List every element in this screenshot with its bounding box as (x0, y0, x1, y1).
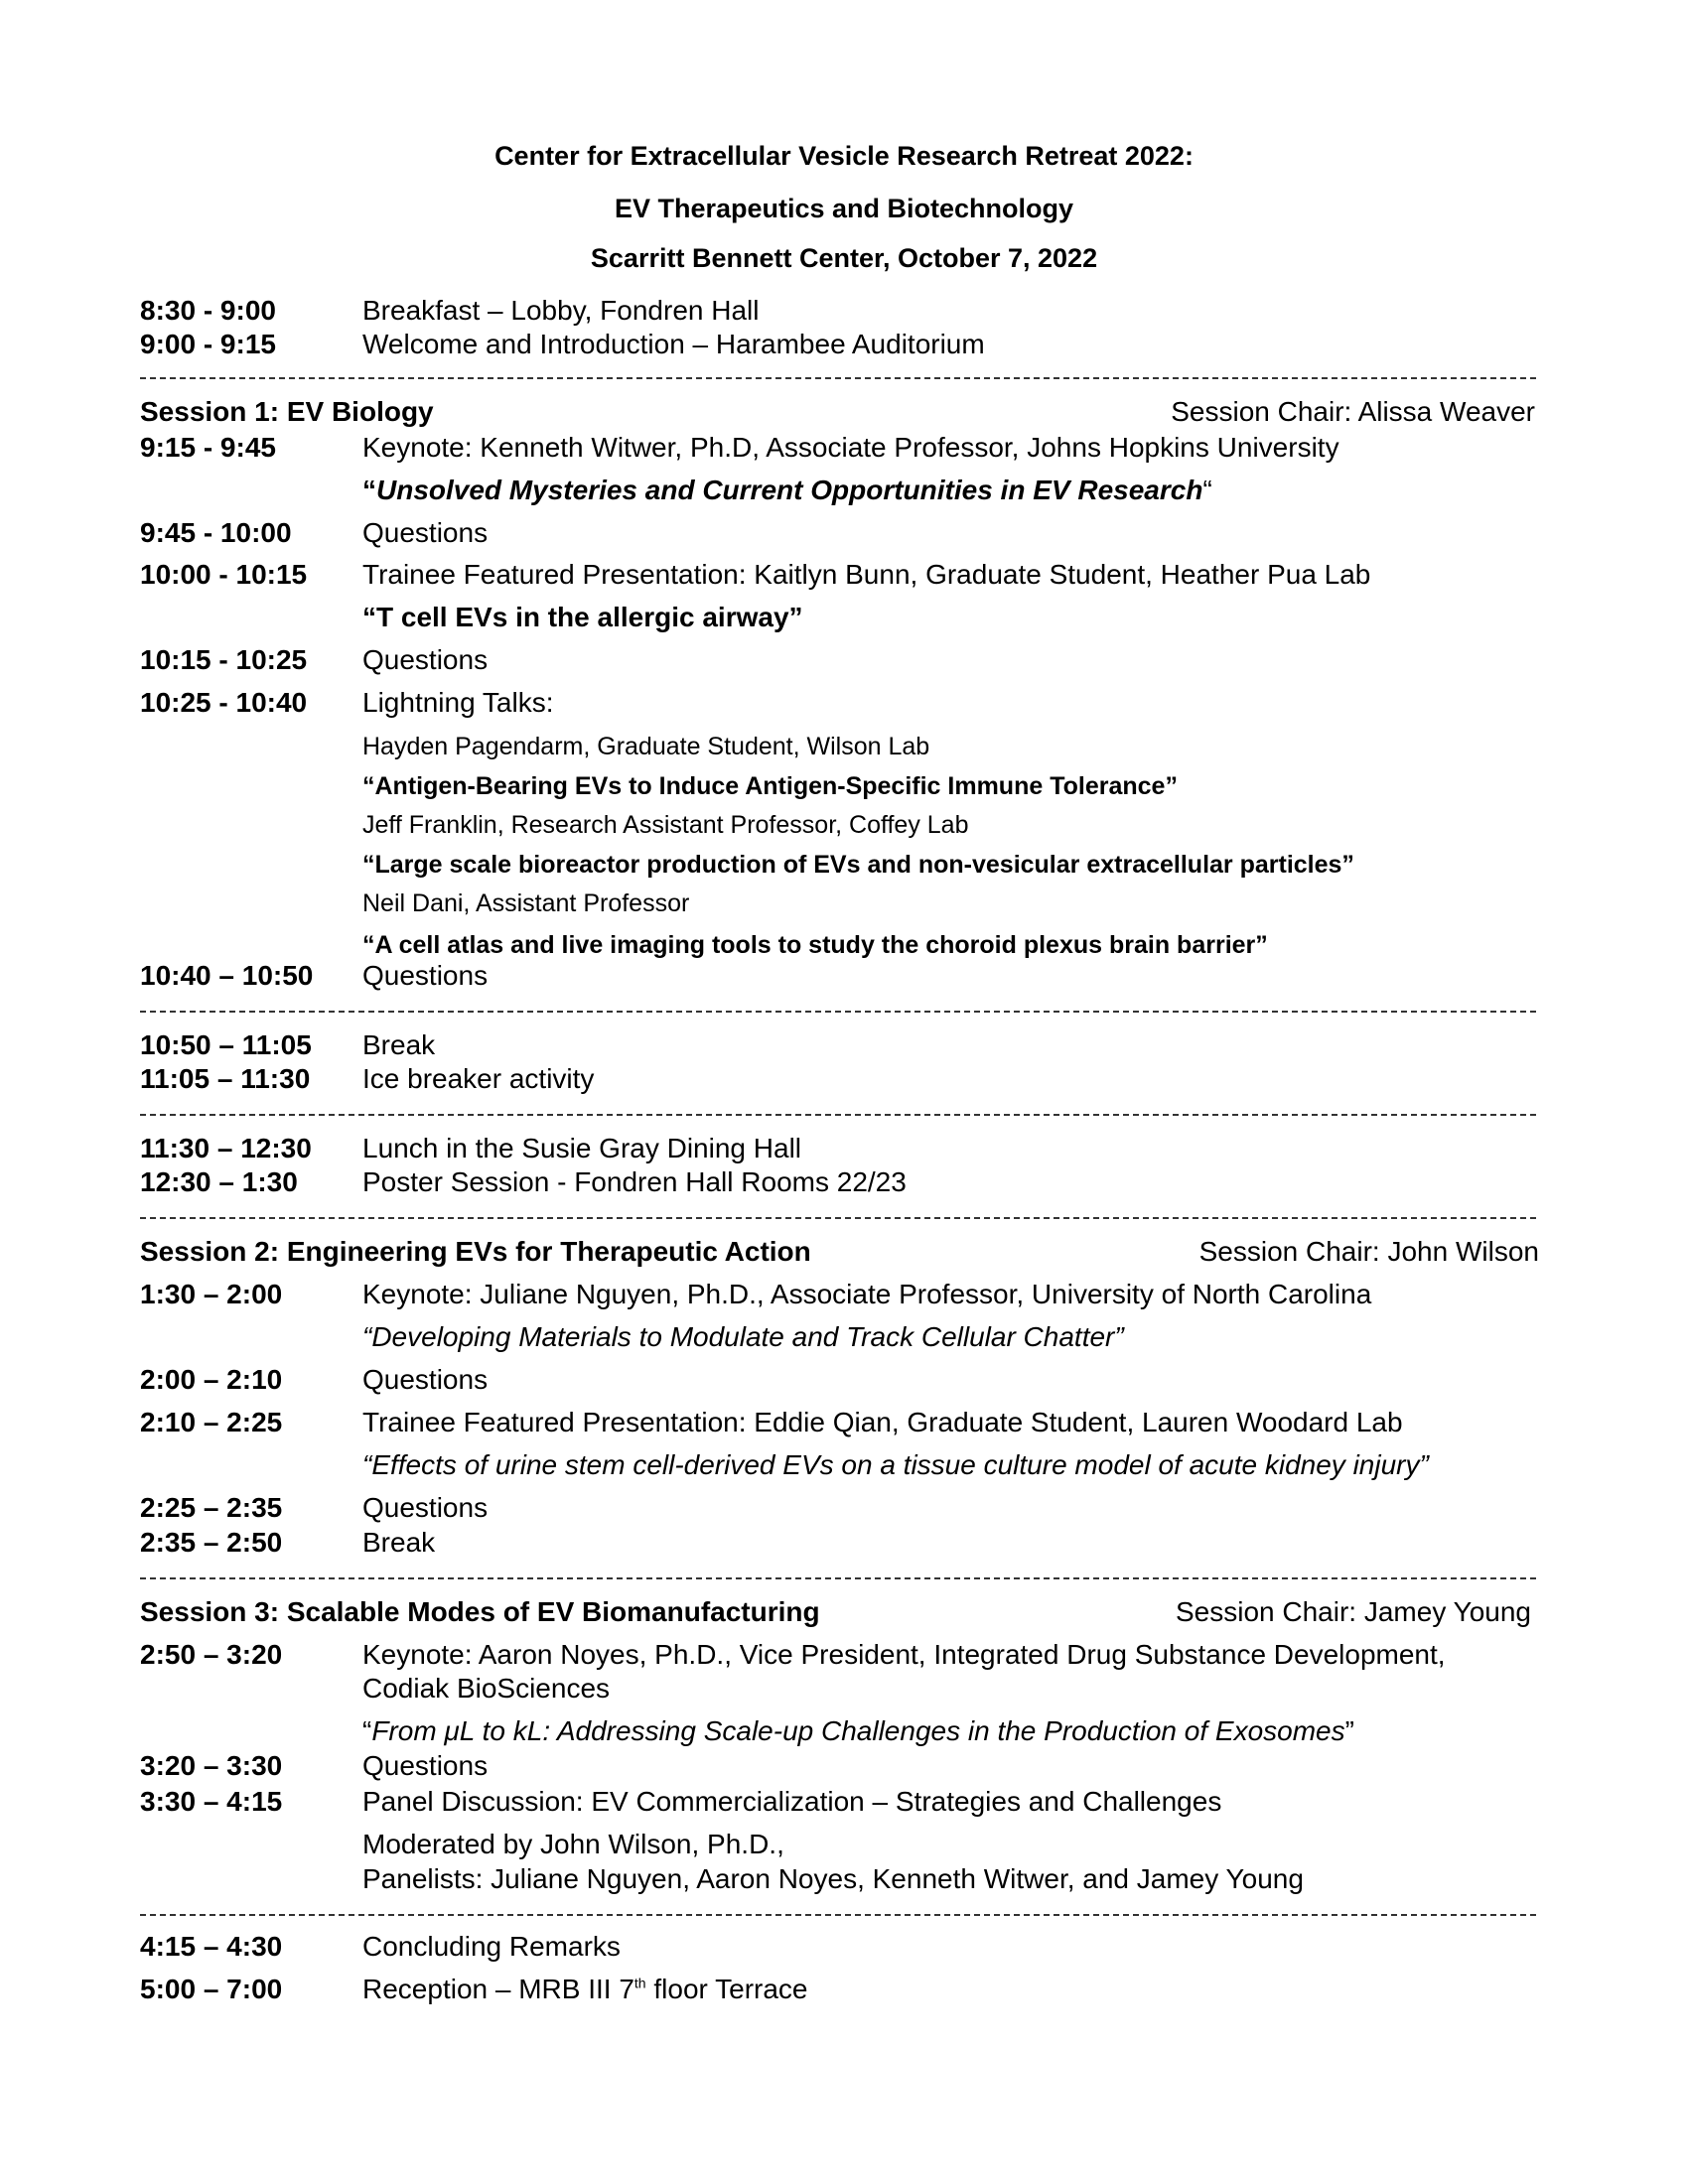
panel-discussion: Panel Discussion: EV Commercialization – Strategies and Challenges (362, 1786, 1222, 1817)
quote-open: “ (362, 475, 376, 505)
reception-text: Reception – MRB III 7 (362, 1974, 634, 2004)
session-3-title: Session 3: Scalable Modes of EV Biomanufacturing (140, 1596, 820, 1627)
panel-panelists: Panelists: Juliane Nguyen, Aaron Noyes, Kenneth Witwer, and Jamey Young (362, 1863, 1304, 1894)
schedule-time: 3:20 – 3:30 (140, 1750, 283, 1781)
lightning-title: “Antigen-Bearing EVs to Induce Antigen-Specific Immune Tolerance” (362, 772, 1178, 800)
keynote-title: “Developing Materials to Modulate and Track Cellular Chatter” (362, 1321, 1124, 1352)
schedule-event: Questions (362, 517, 489, 548)
keynote-title-text: From μL to kL: Addressing Scale-up Challenges in the Production of Exosomes (371, 1715, 1345, 1746)
keynote-speaker: Keynote: Kenneth Witwer, Ph.D, Associate Professor, Johns Hopkins University (362, 432, 1339, 463)
schedule-time: 9:00 - 9:15 (140, 329, 276, 359)
schedule-event: Welcome and Introduction – Harambee Auditorium (362, 329, 985, 359)
keynote-affiliation: Codiak BioSciences (362, 1673, 611, 1704)
schedule-time: 1:30 – 2:00 (140, 1279, 283, 1309)
divider (140, 377, 1536, 379)
page-title: Center for Extracellular Vesicle Research Retreat 2022: (494, 141, 1194, 171)
quote-close: “ (1202, 475, 1212, 505)
schedule-time: 2:50 – 3:20 (140, 1639, 283, 1670)
lightning-talks-label: Lightning Talks: (362, 687, 554, 718)
trainee-speaker: Trainee Featured Presentation: Kaitlyn Bunn, Graduate Student, Heather Pua Lab (362, 559, 1371, 590)
keynote-speaker: Keynote: Juliane Nguyen, Ph.D., Associate Professor, University of North Carolina (362, 1279, 1372, 1309)
schedule-time: 10:25 - 10:40 (140, 687, 308, 718)
schedule-time: 3:30 – 4:15 (140, 1786, 283, 1817)
lightning-speaker: Jeff Franklin, Research Assistant Professor, Coffey Lab (362, 811, 969, 839)
schedule-event: Questions (362, 1492, 489, 1523)
schedule-time: 5:00 – 7:00 (140, 1974, 283, 2004)
keynote-title-text: Unsolved Mysteries and Current Opportunities in EV Research (376, 475, 1203, 505)
venue-date: Scarritt Bennett Center, October 7, 2022 (590, 243, 1098, 273)
reception-event (362, 1973, 807, 2006)
trainee-speaker: Trainee Featured Presentation: Eddie Qian, Graduate Student, Lauren Woodard Lab (362, 1407, 1403, 1437)
schedule-time: 10:15 - 10:25 (140, 644, 308, 675)
schedule-event: Poster Session - Fondren Hall Rooms 22/23 (362, 1166, 907, 1197)
divider (140, 1914, 1536, 1916)
keynote-title (362, 1714, 1354, 1748)
lightning-title: “Large scale bioreactor production of EVs and non-vesicular extracellular particles” (362, 851, 1354, 879)
schedule-event: Break (362, 1029, 436, 1060)
session-3-chair: Session Chair: Jamey Young (1176, 1596, 1531, 1627)
schedule-time: 2:25 – 2:35 (140, 1492, 283, 1523)
schedule-time: 8:30 - 9:00 (140, 295, 276, 326)
keynote-title (362, 474, 1212, 507)
schedule-time: 4:15 – 4:30 (140, 1931, 283, 1962)
schedule-event: Lunch in the Susie Gray Dining Hall (362, 1133, 802, 1163)
divider (140, 1011, 1536, 1013)
schedule-time: 10:50 – 11:05 (140, 1029, 312, 1060)
schedule-event: Concluding Remarks (362, 1931, 621, 1962)
keynote-speaker: Keynote: Aaron Noyes, Ph.D., Vice President, Integrated Drug Substance Development, (362, 1639, 1446, 1670)
quote-open: “ (362, 1715, 372, 1746)
schedule-time: 2:00 – 2:10 (140, 1364, 283, 1395)
page-subtitle: EV Therapeutics and Biotechnology (614, 194, 1074, 223)
schedule-time: 12:30 – 1:30 (140, 1166, 298, 1197)
schedule-event: Questions (362, 1364, 489, 1395)
panel-moderator: Moderated by John Wilson, Ph.D., (362, 1829, 784, 1859)
schedule-time: 10:40 – 10:50 (140, 960, 314, 991)
session-2-chair: Session Chair: John Wilson (1198, 1236, 1539, 1267)
session-1-chair: Session Chair: Alissa Weaver (1171, 396, 1535, 427)
schedule-time: 9:45 - 10:00 (140, 517, 292, 548)
schedule-event: Breakfast – Lobby, Fondren Hall (362, 295, 760, 326)
divider (140, 1577, 1536, 1579)
schedule-event: Ice breaker activity (362, 1063, 595, 1094)
lightning-speaker: Hayden Pagendarm, Graduate Student, Wilson Lab (362, 733, 930, 760)
schedule-time: 11:30 – 12:30 (140, 1133, 312, 1163)
schedule-event: Break (362, 1527, 436, 1558)
reception-text: floor Terrace (645, 1974, 808, 2004)
trainee-title: “Effects of urine stem cell-derived EVs on a tissue culture model of acute kidney injury” (362, 1449, 1429, 1480)
ordinal-suffix: th (633, 1975, 646, 1991)
schedule-time: 10:00 - 10:15 (140, 559, 308, 590)
lightning-speaker: Neil Dani, Assistant Professor (362, 889, 690, 917)
schedule-event: Questions (362, 960, 489, 991)
divider (140, 1114, 1536, 1116)
schedule-time: 2:10 – 2:25 (140, 1407, 283, 1437)
schedule-event: Questions (362, 644, 489, 675)
schedule-time: 2:35 – 2:50 (140, 1527, 283, 1558)
schedule-time: 11:05 – 11:30 (140, 1063, 311, 1094)
session-1-title: Session 1: EV Biology (140, 396, 434, 427)
schedule-time: 9:15 - 9:45 (140, 432, 276, 463)
divider (140, 1217, 1536, 1219)
lightning-title: “A cell atlas and live imaging tools to study the choroid plexus brain barrier” (362, 931, 1268, 959)
quote-close: ” (1344, 1715, 1354, 1746)
schedule-event: Questions (362, 1750, 489, 1781)
trainee-title: “T cell EVs in the allergic airway” (362, 602, 803, 632)
session-2-title: Session 2: Engineering EVs for Therapeutic Action (140, 1236, 811, 1267)
